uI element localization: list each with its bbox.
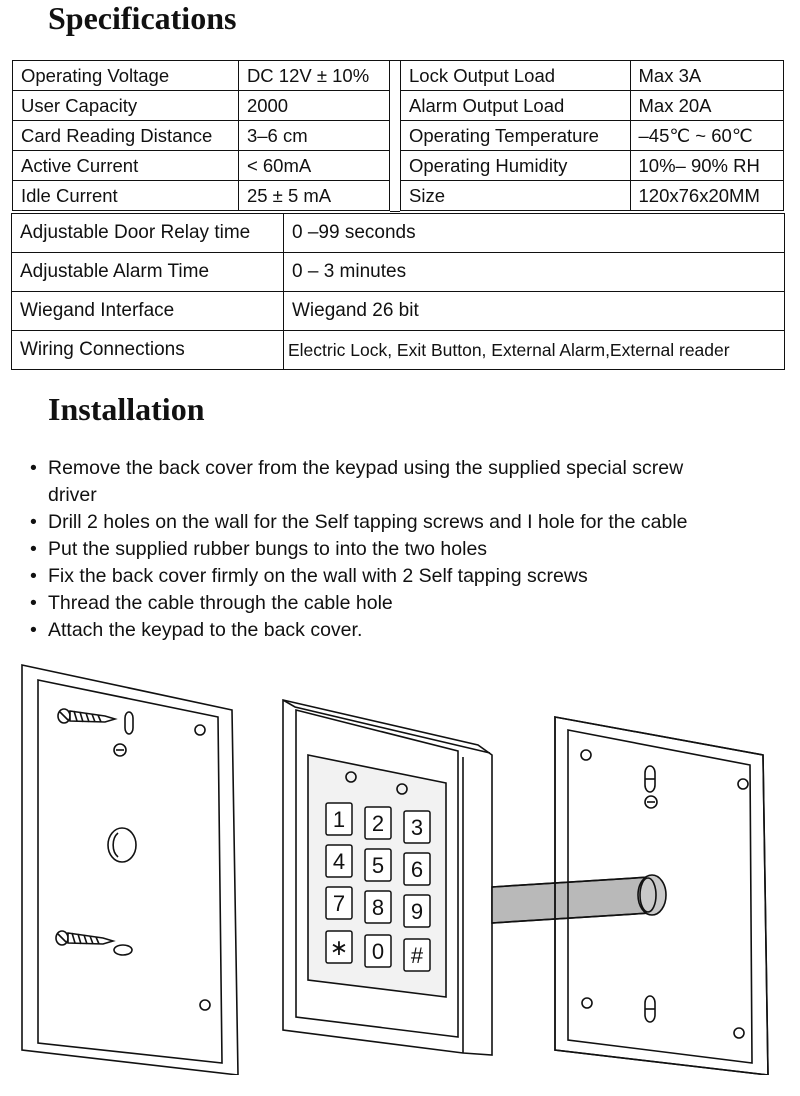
list-item: • Fix the back cover firmly on the wall with 2 Self tapping screws (30, 563, 790, 590)
spec-value: Wiegand 26 bit (284, 292, 785, 331)
keypad-key-label: 2 (371, 811, 385, 836)
table-row (12, 214, 785, 253)
specs-table-right (400, 60, 784, 211)
specs-table-left (12, 60, 390, 211)
table-row (12, 253, 785, 292)
table-row (12, 331, 785, 370)
keypad-key-label: 1 (332, 807, 346, 832)
installation-steps (30, 455, 790, 644)
table-row (401, 91, 784, 121)
keypad-key-label: # (410, 943, 424, 968)
spec-label: Active Current (13, 151, 239, 181)
keypad-key (365, 849, 391, 881)
keypad-key (404, 939, 430, 971)
installation-illustration (0, 655, 800, 1075)
table-row (13, 61, 390, 91)
spec-value: –45℃ ~ 60℃ (630, 121, 783, 151)
keypad-key (326, 803, 352, 835)
spec-label: Wiegand Interface (12, 292, 284, 331)
table-row (13, 121, 390, 151)
spec-label: Adjustable Door Relay time (12, 214, 284, 253)
keypad-key (365, 935, 391, 967)
list-item: • Thread the cable through the cable hole (30, 590, 790, 617)
spec-value: Max 20A (630, 91, 783, 121)
keypad-key-label: 7 (332, 891, 346, 916)
specifications-heading: Specifications (48, 0, 237, 36)
spec-value: 0 – 3 minutes (284, 253, 785, 292)
keypad-key (326, 845, 352, 877)
keypad-key-label: 9 (410, 899, 424, 924)
spec-value: 3–6 cm (238, 121, 389, 151)
spec-label: User Capacity (13, 91, 239, 121)
spec-value: 10%– 90% RH (630, 151, 783, 181)
spec-value: DC 12V ± 10% (238, 61, 389, 91)
list-item: • Put the supplied rubber bungs to into the two holes (30, 536, 790, 563)
table-row (401, 181, 784, 211)
keypad-key (365, 807, 391, 839)
keypad-key (404, 895, 430, 927)
list-item: • Drill 2 holes on the wall for the Self tapping screws and I hole for the cable (30, 509, 790, 536)
spec-label: Operating Voltage (13, 61, 239, 91)
table-row (401, 61, 784, 91)
table-row (401, 121, 784, 151)
keypad-key-label: 3 (410, 815, 424, 840)
list-item: • Remove the back cover from the keypad using the supplied special screw driver (30, 455, 688, 509)
table-row (12, 292, 785, 331)
keypad-key (365, 891, 391, 923)
spec-label: Card Reading Distance (13, 121, 239, 151)
spec-label: Idle Current (13, 181, 239, 211)
spec-value: 120x76x20MM (630, 181, 783, 211)
spec-label: Adjustable Alarm Time (12, 253, 284, 292)
spec-value: < 60mA (238, 151, 389, 181)
table-row (401, 151, 784, 181)
keypad-key (404, 811, 430, 843)
table-row (13, 181, 390, 211)
spec-label: Alarm Output Load (401, 91, 631, 121)
table-row (13, 151, 390, 181)
specs-table-bottom (11, 213, 785, 370)
list-item: • Attach the keypad to the back cover. (30, 617, 790, 644)
table-divider (390, 60, 400, 212)
keypad-key-label: 0 (371, 939, 385, 964)
keypad-key (326, 887, 352, 919)
spec-label: Wiring Connections (12, 331, 284, 370)
spec-label: Operating Humidity (401, 151, 631, 181)
keypad-key-label: ∗ (329, 935, 349, 960)
keypad-key (326, 931, 352, 963)
installation-heading: Installation (48, 391, 205, 427)
spec-value: 0 –99 seconds (284, 214, 785, 253)
keypad-key-label: 4 (332, 849, 346, 874)
keypad-key-label: 5 (371, 853, 385, 878)
spec-value: 2000 (238, 91, 389, 121)
keypad-key-label: 6 (410, 857, 424, 882)
spec-label: Size (401, 181, 631, 211)
back-cover-with-screws (22, 665, 238, 1075)
table-row (13, 91, 390, 121)
spec-value: Electric Lock, Exit Button, External Alarm,External reader (284, 331, 785, 370)
spec-value: Max 3A (630, 61, 783, 91)
spec-label: Operating Temperature (401, 121, 631, 151)
keypad-key-label: 8 (371, 895, 385, 920)
keypad-key (404, 853, 430, 885)
spec-label: Lock Output Load (401, 61, 631, 91)
spec-value: 25 ± 5 mA (238, 181, 389, 211)
back-cover-wall (555, 717, 768, 1075)
